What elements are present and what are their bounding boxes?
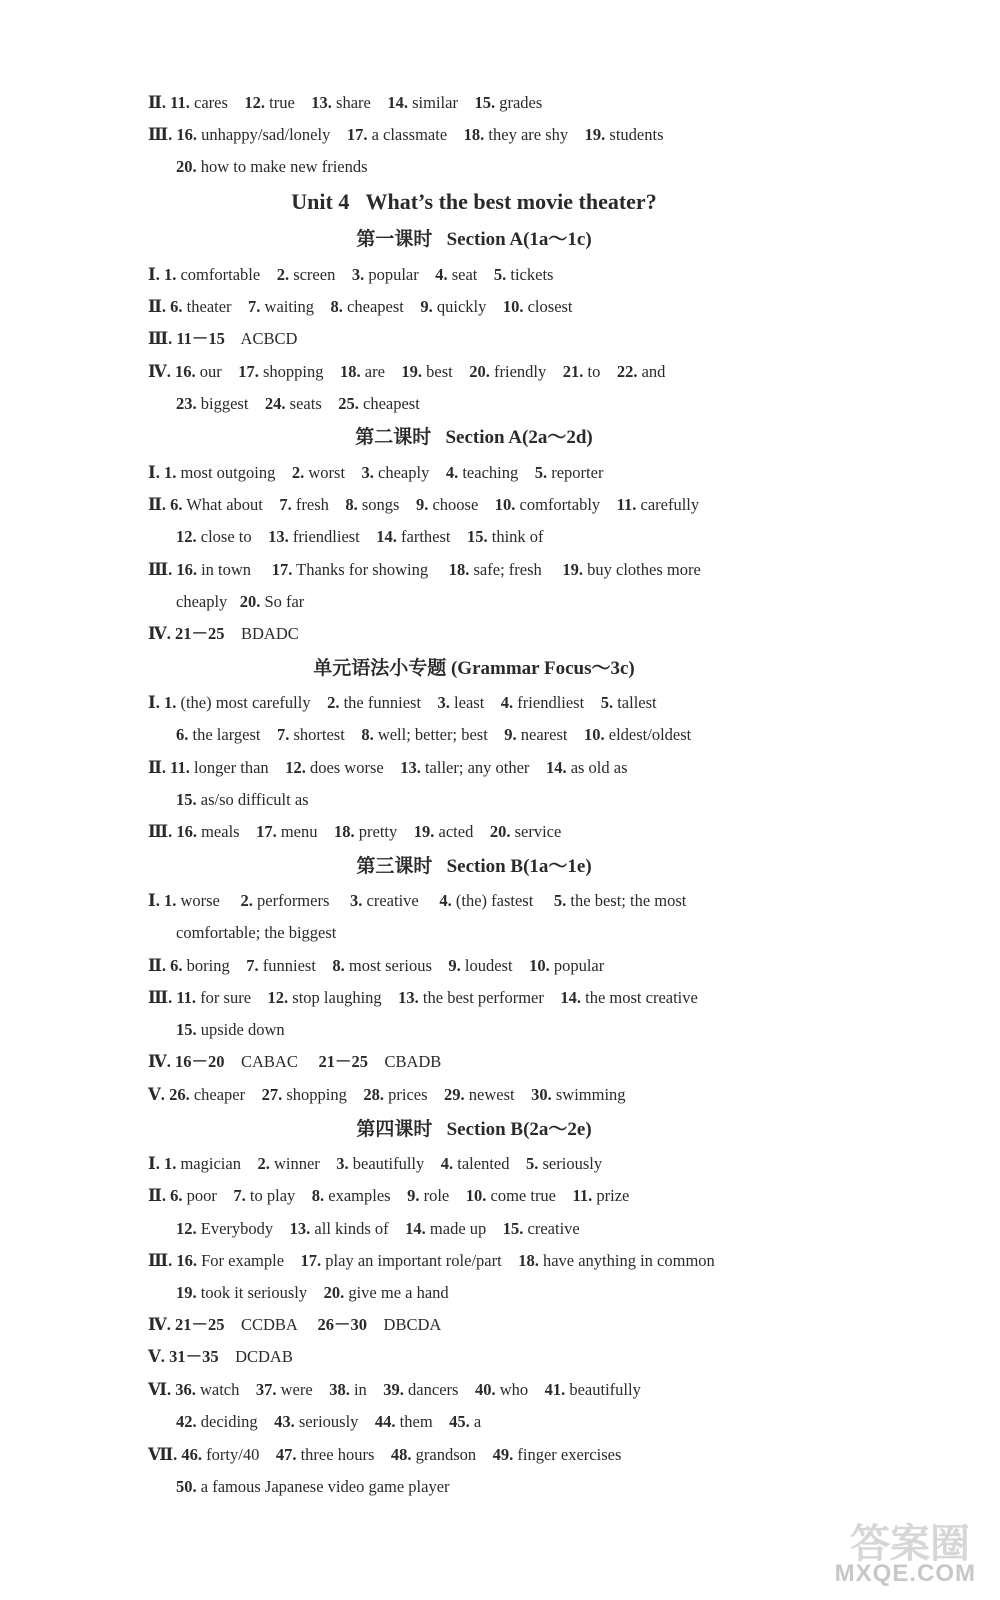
answer-line: 15. as/so difficult as (176, 790, 309, 809)
answer-line: Ⅱ. 6. theater 7. waiting 8. cheapest 9. quickly 10. closest (148, 297, 573, 316)
section-title: 第四课时 Section B(2a～2e) (356, 1119, 592, 1140)
answer-line: Ⅱ. 6. boring 7. funniest 8. most serious 9. loudest 10. popular (148, 956, 605, 975)
answer-line: Ⅰ. 1. worse 2. performers 3. creative 4. (the) fastest 5. the best; the most (148, 891, 687, 910)
answer-line: Ⅴ. 26. cheaper 27. shopping 28. prices 29. newest 30. swimming (148, 1085, 626, 1104)
watermark-logo: 答案圈 (850, 1521, 970, 1567)
answer-line: Ⅰ. 1. magician 2. winner 3. beautifully 4. talented 5. seriously (148, 1154, 603, 1173)
section-title: 第三课时 Section B(1a～1e) (356, 856, 592, 877)
section-title: 第一课时 Section A(1a～1c) (356, 229, 592, 250)
section-title: 第二课时 Section A(2a～2d) (355, 427, 593, 448)
answer-line: 19. took it seriously 20. give me a hand (176, 1283, 449, 1302)
answer-line: Ⅱ. 6. What about 7. fresh 8. songs 9. choose 10. comfortably 11. carefully (148, 495, 700, 514)
answer-line: Ⅵ. 36. watch 37. were 38. in 39. dancers 40. who 41. beautifully (148, 1380, 641, 1399)
answer-line: Ⅰ. 1. most outgoing 2. worst 3. cheaply 4. teaching 5. reporter (148, 463, 604, 482)
answer-line: Ⅰ. 1. comfortable 2. screen 3. popular 4. seat 5. tickets (148, 265, 554, 284)
answer-line: Ⅲ. 16. unhappy/sad/lonely 17. a classmate 18. they are shy 19. students (148, 125, 664, 144)
answer-line: Ⅱ. 6. poor 7. to play 8. examples 9. role 10. come true 11. prize (148, 1186, 630, 1205)
section-title: 单元语法小专题 (Grammar Focus～3c) (313, 658, 635, 679)
answer-line: cheaply 20. So far (176, 592, 305, 611)
answer-line: Ⅰ. 1. (the) most carefully 2. the funniest 3. least 4. friendliest 5. tallest (148, 693, 657, 712)
answer-line: Ⅲ. 11. for sure 12. stop laughing 13. the best performer 14. the most creative (148, 988, 698, 1007)
answer-line: Ⅳ. 16. our 17. shopping 18. are 19. best 20. friendly 21. to 22. and (148, 362, 666, 381)
answer-line: comfortable; the biggest (176, 923, 337, 942)
answer-line: 50. a famous Japanese video game player (176, 1477, 450, 1496)
answer-line: 12. Everybody 13. all kinds of 14. made up 15. creative (176, 1219, 580, 1238)
unit-title: Unit 4 What’s the best movie theater? (291, 189, 657, 214)
answer-line: 12. close to 13. friendliest 14. farthest 15. think of (176, 527, 544, 546)
answer-line: Ⅲ. 16. in town 17. Thanks for showing 18. safe; fresh 19. buy clothes more (148, 560, 701, 579)
answer-line: Ⅳ. 21－25 BDADC (148, 624, 299, 643)
answer-line: 20. how to make new friends (176, 157, 368, 176)
answer-line: 23. biggest 24. seats 25. cheapest (176, 394, 420, 413)
answer-line: Ⅳ. 21－25 CCDBA 26－30 DBCDA (148, 1315, 442, 1334)
answer-line: Ⅲ. 16. meals 17. menu 18. pretty 19. acted 20. service (148, 822, 562, 841)
answer-line: Ⅳ. 16－20 CABAC 21－25 CBADB (148, 1052, 442, 1071)
answer-line: Ⅲ. 16. For example 17. play an important role/part 18. have anything in common (148, 1251, 715, 1270)
answer-line: Ⅱ. 11. cares 12. true 13. share 14. similar 15. grades (148, 93, 543, 112)
answer-line: 15. upside down (176, 1020, 285, 1039)
answer-line: Ⅴ. 31－35 DCDAB (148, 1347, 293, 1366)
answer-line: Ⅶ. 46. forty/40 47. three hours 48. grandson 49. finger exercises (148, 1445, 622, 1464)
answer-line: 6. the largest 7. shortest 8. well; better; best 9. nearest 10. eldest/oldest (176, 725, 692, 744)
watermark-site: MXQE.COM (834, 1560, 976, 1587)
answer-line: Ⅱ. 11. longer than 12. does worse 13. taller; any other 14. as old as (148, 758, 628, 777)
answer-line: 42. deciding 43. seriously 44. them 45. a (176, 1412, 482, 1431)
answer-line: Ⅲ. 11－15 ACBCD (148, 329, 298, 348)
